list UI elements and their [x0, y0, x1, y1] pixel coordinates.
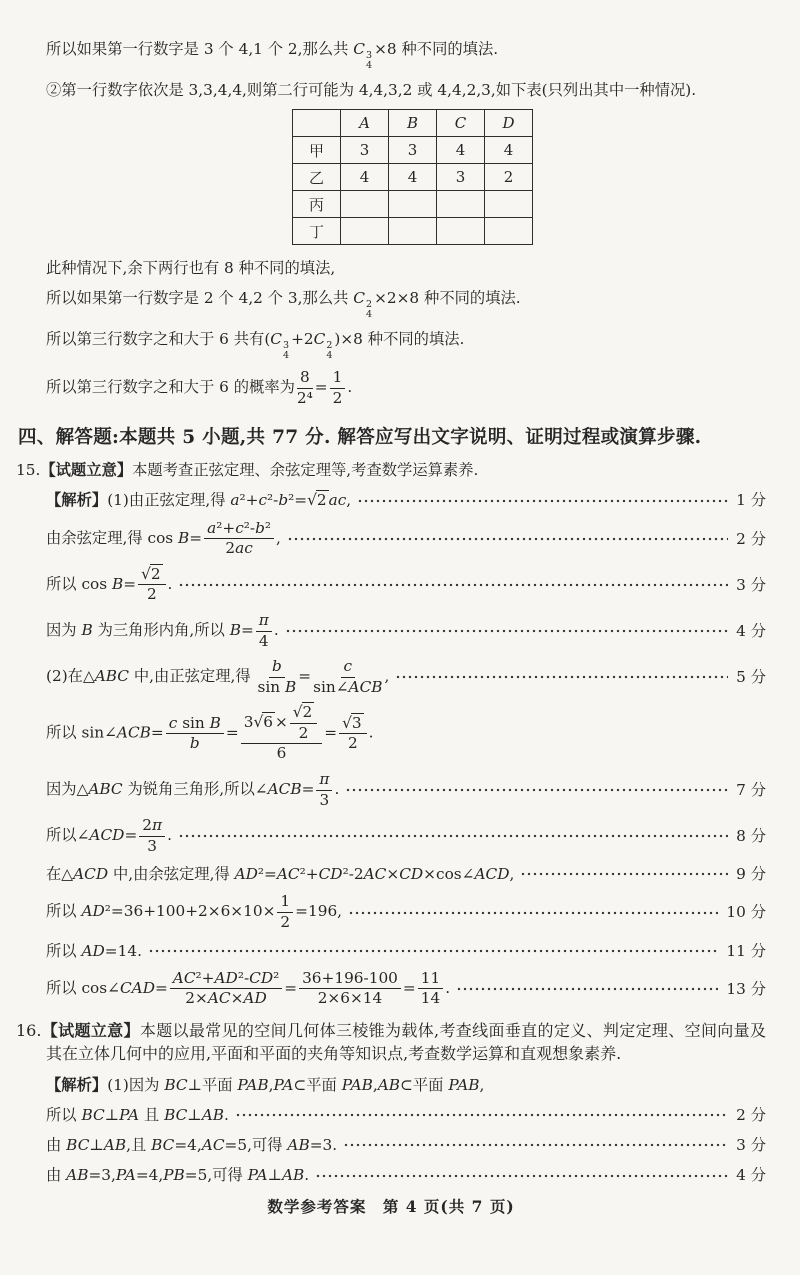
math-variable: ac [328, 491, 347, 510]
line-text: 所以如果第一行数字是 2 个 4,2 个 3,那么共 C 2 4 ×2×8 种不同的填法. [46, 289, 521, 321]
solution-line [16, 287, 766, 320]
line-text: 所以第三行数字之和大于 6 共有(C 3 4 +2C 2 4 )×8 种不同的填法. [46, 330, 465, 362]
line-text: 此种情况下,余下两行也有 8 种不同的填法, [46, 259, 336, 278]
fraction-numerator [138, 566, 165, 586]
table-cell [341, 191, 389, 218]
superscript-subscript-stack [366, 300, 372, 320]
math-variable: a [207, 518, 217, 537]
fraction-numerator: c sin B [166, 715, 224, 735]
line-text: 所以 cos B= $\frac{√2}{2}$ . [46, 564, 173, 604]
solution-line [16, 1134, 766, 1156]
math-variable: AB [377, 1075, 401, 1094]
fraction-denominator: 2 [280, 913, 291, 932]
solution-line [16, 612, 766, 650]
table-cell [437, 218, 485, 245]
math-variable: BC [164, 1075, 188, 1094]
math-variable: ACD [73, 865, 109, 884]
fraction [330, 369, 346, 407]
table-cell [437, 191, 485, 218]
fraction-denominator: 2 [146, 585, 157, 604]
table-row-label: 乙 [293, 164, 341, 191]
score-mark: 2 分 [736, 1106, 766, 1125]
score-mark: 11 分 [726, 941, 766, 960]
math-variable: AD [243, 989, 267, 1008]
math-variable: C [270, 330, 283, 349]
line-text: 所以如果第一行数字是 3 个 4,1 个 2,那么共 C 3 4 ×8 种不同的填法. [46, 40, 499, 71]
page-footer: 数学参考答案 第 4 页(共 7 页) [267, 1196, 515, 1216]
fraction-denominator: sin∠ACB [313, 677, 383, 696]
math-variable: b [272, 657, 282, 676]
table-cell [389, 218, 437, 245]
math-variable: AC [201, 1136, 225, 1155]
superscript-subscript-stack [366, 51, 372, 71]
solution-line [16, 369, 766, 407]
solution-line [16, 328, 766, 361]
table-cell [389, 191, 437, 218]
score-mark: 3 分 [736, 575, 766, 594]
table-cell [485, 218, 533, 245]
dotted-leader [345, 786, 728, 794]
fraction [316, 771, 332, 809]
fraction-denominator: 4 [258, 631, 269, 650]
math-variable: AC [207, 989, 231, 1008]
dotted-leader [287, 535, 728, 543]
line-text: 所以∠ACD= $\frac{2\pi}{3}$ . [46, 816, 172, 855]
line-text: 所以 cos∠CAD= $\frac{\text{AC²+AD²-CD²}}{2\times AC\times AD}$ = $\frac{36+196-100}{2\times 6\times 14}$ = $\frac{11}{14}$ . [46, 968, 451, 1008]
line-text: 所以 AD=14. [46, 941, 142, 960]
dotted-leader [343, 1141, 728, 1149]
fraction-denominator [190, 734, 200, 753]
math-variable: ACB [116, 723, 151, 742]
table-row [293, 218, 533, 245]
sqrt-radicand: 2 [150, 564, 161, 583]
fraction-numerator [316, 771, 332, 791]
math-variable: AD [214, 968, 238, 987]
fraction-numerator [256, 612, 272, 632]
dotted-leader [315, 1172, 728, 1180]
bold-label: 【解析】 [46, 1075, 108, 1094]
math-variable: AC [172, 968, 196, 987]
fraction-numerator [339, 715, 366, 735]
fraction-numerator: 1 [330, 369, 346, 389]
math-variable: BC [164, 1106, 188, 1125]
math-variable: AC [363, 865, 387, 884]
fraction-denominator: 2 [298, 723, 309, 742]
superscript: 3 [366, 49, 373, 61]
bold-label: 【试题立意】 [40, 461, 133, 480]
fraction-numerator: AC²+AD²-CD² [170, 970, 282, 990]
fraction-denominator: 2 [332, 388, 343, 407]
score-mark: 3 分 [736, 1136, 766, 1155]
dotted-leader [148, 947, 718, 955]
dotted-leader [357, 497, 728, 505]
table-cell: 3 [437, 164, 485, 191]
line-text: 由余弦定理,得 cos B= $\frac{\text{a²+c²-b²}}{2ac}$ , [46, 518, 281, 558]
math-variable: CAD [119, 978, 155, 997]
math-variable: ABC [88, 780, 123, 799]
solution-line [16, 940, 766, 962]
fill-table-wrapper [292, 109, 766, 245]
fraction [258, 658, 297, 696]
math-variable: a [230, 491, 240, 510]
line-text: 由 AB=3,PA=4,PB=5,可得 PA⊥AB. [46, 1166, 310, 1185]
table-row-label: 丁 [293, 218, 341, 245]
fraction-numerator: 2π [139, 817, 165, 837]
math-variable: b [255, 518, 265, 537]
fraction [290, 704, 317, 742]
math-variable: PB [163, 1166, 185, 1185]
solution-line [16, 1074, 766, 1096]
section-heading: 四、解答题:本题共 5 小题,共 77 分. 解答应写出文字说明、证明过程或演算步骤. [18, 427, 702, 449]
math-variable: B [209, 713, 221, 732]
math-variable: π [152, 816, 163, 835]
math-variable: PA [115, 1166, 136, 1185]
fraction [166, 715, 224, 753]
superscript: 3 [283, 340, 290, 352]
fraction-numerator: 1 [277, 893, 293, 913]
math-variable: C [313, 330, 326, 349]
math-variable: CD [318, 865, 343, 884]
math-variable: BC [81, 1106, 105, 1125]
solution-line [16, 520, 766, 558]
fraction-numerator: 8 [297, 369, 313, 389]
table-row [293, 137, 533, 164]
solution-line [16, 79, 766, 101]
math-variable: CD [399, 865, 424, 884]
table-corner-cell [293, 110, 341, 137]
fraction [170, 970, 282, 1008]
subscript: 4 [283, 350, 290, 362]
table-cell: 2 [485, 164, 533, 191]
fraction [277, 893, 293, 931]
superscript: 2 [366, 299, 373, 311]
solution-line [16, 1164, 766, 1186]
line-text: ②第一行数字依次是 3,3,4,4,则第二行可能为 4,4,3,2 或 4,4,2,3,如下表(只列出其中一种情况). [46, 80, 697, 99]
math-variable: PA [119, 1106, 140, 1125]
fraction-numerator [290, 704, 317, 724]
fraction-numerator: 36+196-100 [299, 970, 401, 990]
table-row [293, 164, 533, 191]
fraction-denominator: 2⁴ [296, 388, 313, 407]
table-row-label: 甲 [293, 137, 341, 164]
math-variable: BC [151, 1136, 175, 1155]
math-variable: AD [81, 941, 105, 960]
fraction [204, 520, 274, 558]
math-variable: AB [66, 1166, 89, 1185]
math-variable: B [178, 528, 190, 547]
solution-line [16, 489, 766, 511]
line-text: 因为△ABC 为锐角三角形,所以∠ACB= $\frac{\pi}{3}$ . [46, 769, 340, 809]
math-variable: AC [276, 865, 300, 884]
table-cell: 4 [485, 137, 533, 164]
math-variable: PA [273, 1075, 294, 1094]
sqrt-radical: √3 [342, 713, 362, 732]
sqrt-radicand: 6 [263, 713, 273, 732]
math-variable: C [353, 289, 366, 308]
fraction-denominator: 2 [347, 734, 358, 753]
line-text: 15.【试题立意】本题考查正弦定理、余弦定理等,考查数学运算素养. [16, 461, 479, 480]
document-content [16, 30, 766, 1195]
fraction-denominator: 3 [147, 836, 158, 855]
math-variable: π [319, 769, 330, 788]
fraction-numerator: 3√6 × $\frac{√2}{2}$ [241, 704, 323, 744]
fraction [297, 369, 313, 407]
answer-fill-table [292, 109, 533, 245]
fraction-numerator: 11 [418, 970, 443, 990]
score-mark: 1 分 [736, 491, 766, 510]
solution-line [16, 566, 766, 604]
line-text: 所以第三行数字之和大于 6 的概率为 $\frac{8}{\text{2⁴}}$ = $\frac{1}{2}$ . [46, 368, 353, 407]
superscript-subscript-stack [283, 341, 289, 361]
math-variable: AD [234, 865, 258, 884]
fraction [339, 715, 366, 753]
table-cell [341, 218, 389, 245]
fraction [241, 704, 323, 763]
table-cell: 4 [389, 164, 437, 191]
line-text: 【解析】(1)由正弦定理,得 a²+c²-b²=√2 ac, [46, 491, 352, 510]
fraction-numerator: a²+c²-b² [204, 520, 274, 540]
sqrt-radical: √2 [292, 703, 313, 722]
score-mark: 4 分 [736, 1166, 766, 1185]
superscript-subscript-stack [326, 341, 332, 361]
table-row-label: 丙 [293, 191, 341, 218]
solution-line [16, 257, 766, 279]
table-cell: 4 [341, 164, 389, 191]
math-variable: c [258, 491, 268, 510]
math-variable: BC [66, 1136, 90, 1155]
dotted-leader [235, 1111, 728, 1119]
fraction [418, 970, 443, 1008]
table-column-header: D [485, 110, 533, 137]
math-variable: π [258, 610, 269, 629]
math-variable: c [168, 713, 178, 732]
dotted-leader [178, 832, 728, 840]
solution-line [16, 1104, 766, 1126]
fraction-denominator: 6 [276, 744, 287, 763]
superscript: 2 [326, 340, 333, 352]
math-variable: B [285, 677, 297, 696]
line-text: 由 BC⊥AB,且 BC=4,AC=5,可得 AB=3. [46, 1136, 338, 1155]
table-column-header: C [437, 110, 485, 137]
dotted-leader [348, 909, 718, 917]
math-variable: PAB [237, 1075, 269, 1094]
question-intro-paragraph: 16.【试题立意】本题以最常见的空间几何体三棱锥为载体,考查线面垂直的定义、判定定理、空间向量及其在立体几何中的应用,平面和平面的夹角等知识点,考查数学运算和直观想象素养. [16, 1020, 766, 1063]
sqrt-radicand: 2 [316, 491, 327, 510]
solution-line [16, 771, 766, 809]
score-mark: 4 分 [736, 621, 766, 640]
fraction-denominator: 14 [420, 989, 441, 1008]
solution-line [16, 704, 766, 763]
table-cell [485, 191, 533, 218]
fraction-denominator: 3 [319, 790, 330, 809]
fraction-numerator [341, 658, 356, 678]
math-variable: ACB [267, 780, 302, 799]
fraction-numerator [269, 658, 285, 678]
dotted-leader [285, 627, 728, 635]
fraction-denominator: 2×AC×AD [185, 989, 267, 1008]
math-variable: B [81, 621, 93, 639]
score-mark: 5 分 [736, 668, 766, 687]
sqrt-radicand: 3 [351, 713, 362, 732]
math-variable: b [278, 491, 289, 510]
math-variable: PA [247, 1166, 268, 1185]
solution-line [16, 863, 766, 885]
sqrt-radical: √2 [141, 564, 161, 583]
score-mark: 13 分 [726, 979, 766, 998]
math-variable: AB [103, 1136, 127, 1155]
score-mark: 8 分 [736, 827, 766, 846]
math-variable: AD [81, 902, 105, 921]
table-row [293, 191, 533, 218]
math-variable: ac [235, 539, 253, 558]
dotted-leader [178, 581, 728, 589]
math-variable: ACD [474, 865, 510, 884]
bold-label: 【解析】 [46, 491, 108, 510]
dotted-leader [456, 985, 718, 993]
math-variable: B [111, 574, 124, 593]
fraction [139, 817, 165, 855]
math-variable: c [343, 657, 353, 676]
table-column-header: A [341, 110, 389, 137]
math-variable: PAB [448, 1075, 480, 1094]
line-text: 因为 B 为三角形内角,所以 B= $\frac{\pi}{4}$ . [46, 610, 279, 650]
math-variable: PAB [341, 1075, 373, 1094]
subscript: 4 [326, 350, 333, 362]
table-cell: 3 [341, 137, 389, 164]
solution-line [16, 817, 766, 855]
score-mark: 2 分 [736, 529, 766, 548]
subscript: 4 [366, 309, 373, 321]
dotted-leader [520, 870, 728, 878]
dotted-leader [395, 673, 728, 681]
line-text: 所以 BC⊥PA 且 BC⊥AB. [46, 1106, 229, 1125]
table-cell: 4 [437, 137, 485, 164]
line-text: 【解析】(1)因为 BC⊥平面 PAB,PA⊂平面 PAB,AB⊂平面 PAB, [46, 1075, 485, 1094]
math-variable: AB [287, 1136, 310, 1155]
fraction [138, 566, 165, 604]
line-text: (2)在△ABC 中,由正弦定理,得 $\frac{b}{\text{sin B}}$ = c sin∠ACB , [46, 657, 390, 696]
math-variable: CD [249, 968, 274, 987]
fraction-denominator: 2ac [225, 539, 253, 558]
score-mark: 9 分 [736, 865, 766, 884]
solution-line [16, 658, 766, 696]
fraction-denominator: sin B [257, 677, 297, 696]
math-variable: ACD [89, 826, 125, 845]
math-variable: AB [201, 1106, 224, 1125]
score-mark: 10 分 [726, 903, 766, 922]
solution-line [16, 38, 766, 71]
sqrt-radicand: 2 [302, 703, 313, 722]
solution-line [16, 459, 766, 481]
fraction [313, 658, 382, 696]
table-column-header: B [389, 110, 437, 137]
table-cell: 3 [389, 137, 437, 164]
solution-line [16, 893, 766, 931]
math-variable: ABC [94, 667, 130, 686]
line-text: 所以 sin∠ACB= $\frac{\text{c sin B}}{b}$ = 3√6 × $\frac{√2}{2}$ 6 = $\frac{√3}{2}$ . [46, 703, 374, 763]
math-variable: c [235, 518, 244, 537]
fraction [256, 612, 272, 650]
sqrt-radical: √6 [253, 713, 273, 732]
line-text: 所以 AD²=36+100+2×6×10× $\frac{1}{2}$ =196, [46, 892, 343, 932]
math-variable: ACB [348, 677, 383, 696]
subscript: 4 [366, 59, 373, 71]
bold-label: 【试题立意】 [41, 1020, 140, 1040]
math-variable: C [353, 40, 366, 58]
fraction [299, 970, 401, 1008]
math-variable: AB [282, 1166, 305, 1185]
line-text: 在△ACD 中,由余弦定理,得 AD²=AC²+CD²-2AC×CD×cos∠ACD, [46, 865, 515, 884]
score-mark: 7 分 [736, 780, 766, 799]
fraction-denominator: 2×6×14 [317, 989, 383, 1008]
table-header-row [293, 110, 533, 137]
sqrt-radical: √2 [307, 491, 327, 510]
math-variable: B [229, 621, 241, 639]
math-variable: b [189, 734, 200, 753]
solution-line [16, 970, 766, 1008]
